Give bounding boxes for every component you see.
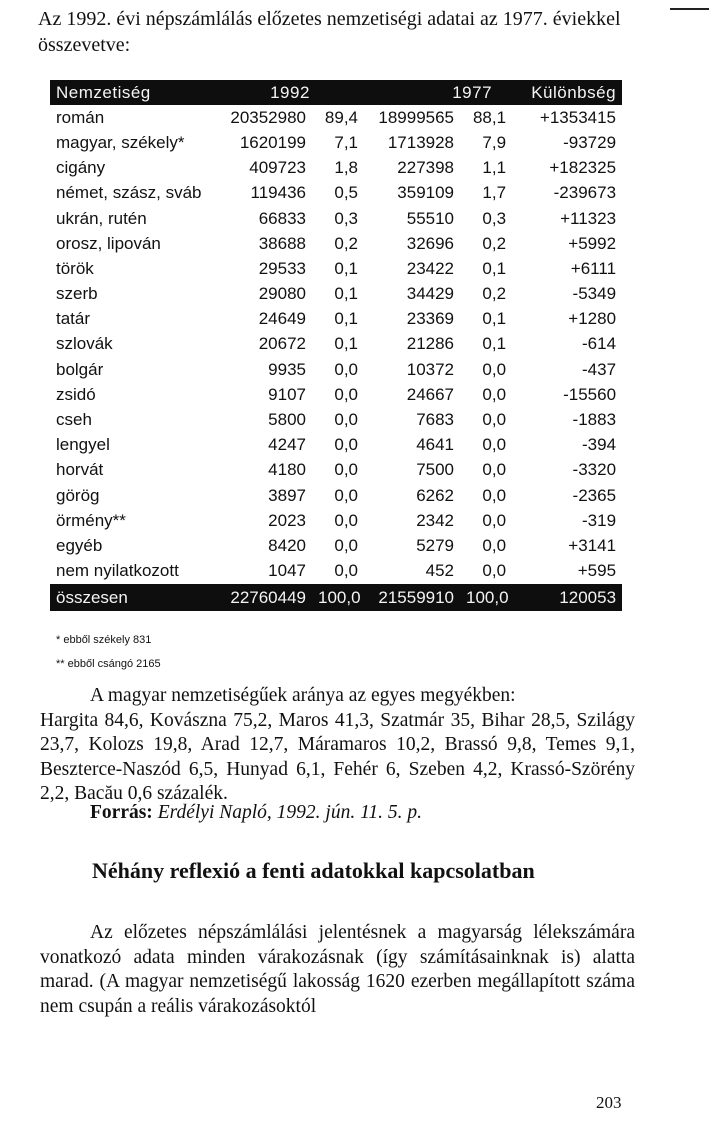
cell-count-1992: 9107 — [268, 384, 306, 404]
cell-pct-1992: 0,0 — [334, 535, 359, 555]
cell-pct-1992: 0,1 — [334, 258, 359, 278]
cell-count-1992: 38688 — [258, 233, 306, 253]
table-row — [50, 307, 622, 332]
cell-pct-1992: 89,4 — [324, 107, 359, 127]
cell-count-1977: 32696 — [406, 233, 455, 253]
table-row — [50, 282, 622, 307]
cell-pct-1977: 0,0 — [482, 535, 507, 555]
cell-count-1977: 1713928 — [387, 132, 455, 152]
table-row — [50, 382, 622, 407]
cell-count-1992: 29533 — [258, 258, 306, 278]
cell-difference: -239673 — [553, 183, 617, 203]
cell-count-1977: 23369 — [406, 309, 455, 329]
cell-difference: +11323 — [560, 208, 617, 228]
total-count-1977: 21559910 — [378, 588, 455, 608]
cell-pct-1992: 0,3 — [334, 208, 359, 228]
cell-pct-1977: 0,0 — [482, 561, 507, 581]
cell-difference: -3320 — [572, 460, 617, 480]
cell-pct-1977: 88,1 — [472, 107, 507, 127]
cell-count-1977: 452 — [425, 561, 455, 581]
cell-count-1992: 4247 — [268, 435, 306, 455]
cell-count-1977: 21286 — [406, 334, 455, 354]
cell-nationality: török — [56, 258, 94, 278]
cell-count-1992: 2023 — [268, 510, 306, 530]
cell-pct-1992: 0,0 — [334, 485, 359, 505]
cell-pct-1992: 0,1 — [334, 309, 359, 329]
cell-difference: -1883 — [572, 410, 617, 430]
cell-nationality: román — [56, 107, 105, 127]
cell-nationality: örmény** — [56, 510, 126, 530]
table-row — [50, 206, 622, 231]
county-ratio-intro: A magyar nemzetiségűek aránya az egyes megyékben: — [90, 685, 516, 706]
cell-count-1977: 5279 — [416, 535, 455, 555]
table-row — [50, 458, 622, 483]
census-table — [50, 80, 622, 611]
cell-count-1992: 9935 — [268, 359, 306, 379]
table-body — [50, 105, 622, 584]
header-1977: 1977 — [452, 82, 493, 102]
total-count-1992: 22760449 — [230, 588, 306, 608]
cell-nationality: szerb — [56, 284, 98, 304]
table-row — [50, 433, 622, 458]
cell-pct-1992: 1,8 — [334, 158, 359, 178]
county-ratio-paragraph — [40, 684, 635, 807]
cell-pct-1977: 0,1 — [482, 309, 507, 329]
cell-count-1992: 409723 — [249, 158, 306, 178]
cell-difference: -614 — [582, 334, 617, 354]
cell-difference: +1280 — [568, 309, 617, 329]
table-row — [50, 332, 622, 357]
table-row — [50, 559, 622, 584]
cell-difference: +595 — [577, 561, 617, 581]
cell-pct-1992: 7,1 — [334, 132, 359, 152]
cell-nationality: szlovák — [56, 334, 113, 354]
cell-count-1992: 1047 — [268, 561, 306, 581]
header-nationality: Nemzetiség — [56, 82, 151, 102]
cell-nationality: zsidó — [56, 384, 96, 404]
cell-difference: -394 — [582, 435, 617, 455]
cell-pct-1992: 0,1 — [334, 334, 359, 354]
cell-pct-1977: 0,0 — [482, 435, 507, 455]
source-label: Forrás: — [90, 802, 153, 823]
cell-difference: +182325 — [549, 158, 617, 178]
table-header-row — [50, 80, 622, 105]
cell-count-1992: 66833 — [258, 208, 306, 228]
cell-difference: +1353415 — [539, 107, 617, 127]
cell-count-1977: 6262 — [416, 485, 455, 505]
header-difference: Különbség — [531, 82, 617, 102]
cell-pct-1992: 0,5 — [334, 183, 359, 203]
table-row — [50, 130, 622, 155]
cell-pct-1977: 0,0 — [482, 510, 507, 530]
source-citation — [90, 802, 422, 824]
cell-difference: -319 — [582, 510, 617, 530]
cell-count-1977: 10372 — [406, 359, 455, 379]
cell-difference: -93729 — [563, 132, 617, 152]
total-pct-1977: 100,0 — [466, 588, 509, 608]
reflection-text: Az előzetes népszámlálási jelentésnek a magyarság lélekszámára vonatkozó adata minden várakozásnak (így számításainknak is) alatta marad. (A magyar nemzetiségű lakosság 1620 ezerben megállapított száma nem csupán a reális várakozásoktól — [40, 922, 635, 1017]
footnote-csango: ** ebből csángó 2165 — [56, 658, 161, 670]
source-reference: Erdélyi Napló, 1992. jún. 11. 5. p. — [157, 802, 423, 823]
cell-pct-1992: 0,0 — [334, 460, 359, 480]
header-1992: 1992 — [270, 82, 310, 102]
cell-nationality: horvát — [56, 460, 104, 480]
cell-pct-1977: 0,1 — [482, 258, 507, 278]
cell-pct-1992: 0,0 — [334, 384, 359, 404]
cell-pct-1977: 0,0 — [482, 485, 507, 505]
cell-pct-1992: 0,2 — [334, 233, 359, 253]
cell-difference: +6111 — [570, 258, 617, 278]
cell-pct-1992: 0,1 — [334, 284, 359, 304]
total-row — [50, 584, 622, 611]
cell-nationality: egyéb — [56, 535, 103, 555]
cell-count-1992: 20352980 — [230, 107, 306, 127]
cell-count-1992: 119436 — [250, 183, 306, 203]
page-heading: Az 1992. évi népszámlálás előzetes nemzetiségi adatai az 1977. éviekkel összevetve: — [38, 8, 621, 56]
table-row — [50, 407, 622, 432]
cell-count-1977: 7683 — [416, 410, 455, 430]
cell-difference: +5992 — [568, 233, 617, 253]
cell-count-1977: 227398 — [397, 158, 455, 178]
cell-nationality: magyar, székely* — [56, 132, 185, 152]
cell-pct-1977: 0,3 — [482, 208, 507, 228]
cell-pct-1977: 0,0 — [482, 384, 507, 404]
cell-pct-1992: 0,0 — [334, 435, 359, 455]
cell-nationality: cigány — [56, 158, 106, 178]
cell-count-1977: 7500 — [416, 460, 455, 480]
cell-nationality: lengyel — [56, 435, 110, 455]
cell-count-1992: 1620199 — [239, 132, 306, 152]
table-row — [50, 256, 622, 281]
table-row — [50, 508, 622, 533]
cell-nationality: cseh — [56, 410, 92, 430]
cell-count-1977: 55510 — [406, 208, 455, 228]
corner-rule — [670, 8, 709, 10]
section-title: Néhány reflexió a fenti adatokkal kapcsolatban — [92, 858, 535, 883]
table-row — [50, 181, 622, 206]
cell-count-1992: 3897 — [268, 485, 306, 505]
table-row — [50, 483, 622, 508]
cell-count-1977: 4641 — [416, 435, 455, 455]
cell-count-1977: 18999565 — [378, 107, 455, 127]
cell-pct-1977: 0,0 — [482, 410, 507, 430]
cell-count-1992: 29080 — [258, 284, 306, 304]
cell-pct-1977: 0,2 — [482, 233, 507, 253]
table-row — [50, 156, 622, 181]
cell-nationality: nem nyilatkozott — [56, 561, 179, 581]
cell-pct-1977: 0,1 — [482, 334, 507, 354]
cell-pct-1992: 0,0 — [334, 510, 359, 530]
cell-pct-1977: 1,7 — [482, 183, 507, 203]
total-difference: 120053 — [559, 588, 617, 608]
cell-count-1992: 8420 — [268, 535, 306, 555]
cell-difference: -15560 — [563, 384, 617, 404]
cell-nationality: bolgár — [56, 359, 104, 379]
cell-pct-1977: 7,9 — [482, 132, 507, 152]
cell-count-1992: 4180 — [268, 460, 306, 480]
county-ratio-list: Hargita 84,6, Kovászna 75,2, Maros 41,3, Szatmár 35, Bihar 28,5, Szilágy 23,7, Kolozs 19,8, Arad 12,7, Máramaros 10,2, Brassó 9,8, Temes 9,1, Beszterce-Naszód 6,5, Hunyad 6,1, Fehér 6, Szeben 4,2, Krassó-Szörény 2,2, Bacău 0,6 százalék. — [40, 709, 635, 804]
cell-nationality: ukrán, rutén — [56, 208, 147, 228]
cell-pct-1977: 1,1 — [482, 158, 507, 178]
cell-pct-1977: 0,0 — [482, 359, 507, 379]
cell-nationality: tatár — [56, 309, 91, 329]
cell-count-1977: 34429 — [406, 284, 455, 304]
total-label: összesen — [56, 588, 128, 608]
cell-difference: +3141 — [568, 535, 617, 555]
cell-count-1992: 20672 — [258, 334, 306, 354]
cell-difference: -437 — [582, 359, 617, 379]
cell-count-1992: 5800 — [268, 410, 306, 430]
cell-count-1992: 24649 — [258, 309, 306, 329]
cell-count-1977: 24667 — [406, 384, 455, 404]
cell-pct-1992: 0,0 — [334, 561, 359, 581]
cell-nationality: német, szász, sváb — [56, 183, 202, 203]
cell-pct-1992: 0,0 — [334, 359, 359, 379]
footnotes — [56, 628, 161, 676]
cell-count-1977: 359109 — [397, 183, 455, 203]
page-number: 203 — [596, 1093, 622, 1112]
table-row — [50, 105, 622, 130]
table-row — [50, 231, 622, 256]
table-row — [50, 357, 622, 382]
cell-difference: -5349 — [572, 284, 617, 304]
footnote-szekely: * ebből székely 831 — [56, 634, 152, 646]
cell-pct-1977: 0,0 — [482, 460, 507, 480]
cell-nationality: orosz, lipován — [56, 233, 161, 253]
table-row — [50, 533, 622, 558]
reflection-paragraph — [40, 921, 635, 1019]
cell-difference: -2365 — [572, 485, 617, 505]
cell-pct-1992: 0,0 — [334, 410, 359, 430]
cell-pct-1977: 0,2 — [482, 284, 507, 304]
cell-count-1977: 23422 — [406, 258, 455, 278]
cell-count-1977: 2342 — [416, 510, 455, 530]
total-pct-1992: 100,0 — [318, 588, 361, 608]
cell-nationality: görög — [56, 485, 100, 505]
